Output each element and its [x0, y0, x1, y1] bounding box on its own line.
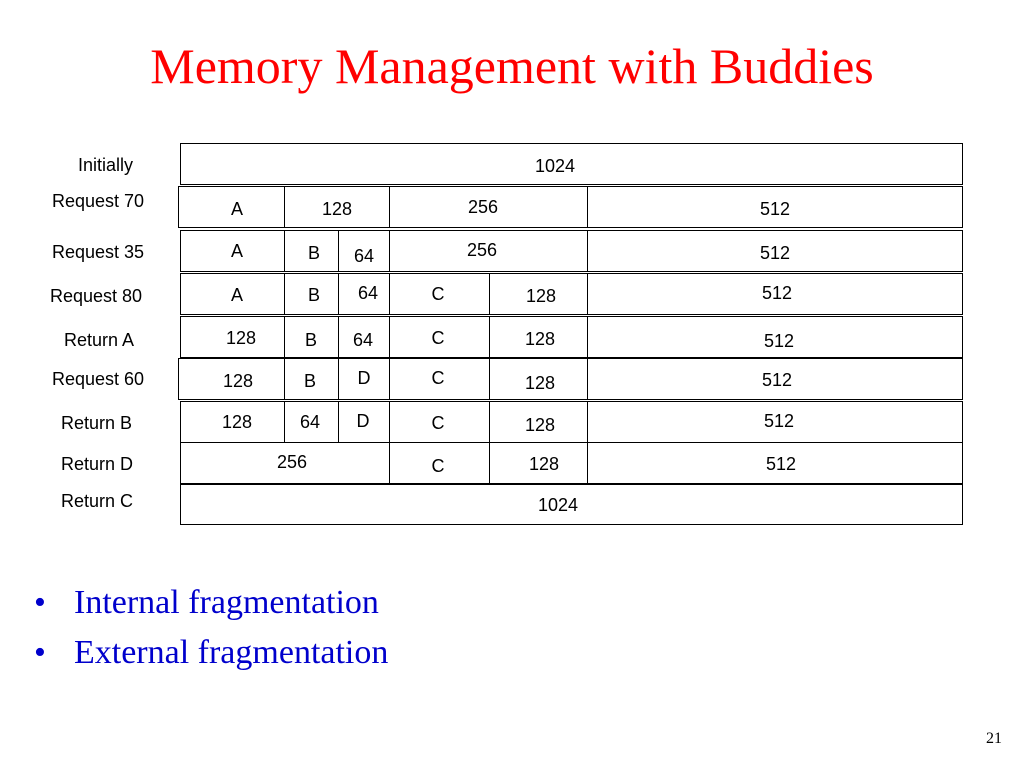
memory-row-return-a	[180, 316, 963, 358]
partition-divider	[587, 186, 588, 228]
memory-row-request-60	[178, 358, 963, 400]
row-label-request-35: Request 35	[52, 242, 145, 262]
memory-row-request-80	[180, 273, 963, 315]
bullet-dot-icon: •	[34, 634, 46, 671]
block-process: A	[230, 199, 244, 219]
partition-divider	[587, 230, 588, 272]
partition-divider	[338, 230, 339, 272]
bullet-dot-icon: •	[34, 584, 46, 621]
row-label-return-b: Return B	[61, 413, 133, 433]
partition-divider	[338, 316, 339, 358]
page-number: 21	[986, 730, 1002, 747]
row-label-request-80: Request 80	[50, 286, 143, 306]
memory-row-request-70	[178, 186, 963, 228]
partition-divider	[284, 401, 285, 443]
partition-divider	[389, 442, 390, 484]
block-process: B	[307, 243, 321, 263]
row-label-return-c: Return C	[61, 491, 134, 511]
block-size: 128	[524, 415, 556, 435]
bullet-list	[34, 578, 388, 678]
block-size: 1024	[537, 495, 579, 515]
row-label-request-70: Request 70	[52, 191, 145, 211]
partition-divider	[587, 358, 588, 400]
block-size: 256	[466, 240, 498, 260]
partition-divider	[389, 186, 390, 228]
partition-divider	[284, 186, 285, 228]
row-label-return-d: Return D	[61, 454, 134, 474]
block-process: B	[304, 330, 318, 350]
block-size: 128	[222, 371, 254, 391]
partition-divider	[489, 273, 490, 315]
block-size: 128	[525, 286, 557, 306]
block-process: C	[431, 328, 445, 348]
block-process: D	[356, 411, 370, 431]
partition-divider	[489, 358, 490, 400]
partition-divider	[489, 442, 490, 484]
block-size: 128	[225, 328, 257, 348]
block-size: 512	[761, 283, 793, 303]
partition-divider	[284, 316, 285, 358]
block-process: B	[307, 285, 321, 305]
slide-title: Memory Management with Buddies	[150, 38, 874, 94]
partition-divider	[338, 273, 339, 315]
block-size: 512	[759, 199, 791, 219]
block-size: 128	[528, 454, 560, 474]
partition-divider	[338, 401, 339, 443]
partition-divider	[389, 401, 390, 443]
bullet-text: Internal fragmentation	[74, 584, 379, 621]
block-process: B	[303, 371, 317, 391]
row-label-initially: Initially	[78, 155, 134, 175]
row-label-return-a: Return A	[64, 330, 135, 350]
partition-divider	[389, 316, 390, 358]
partition-divider	[587, 442, 588, 484]
partition-divider	[587, 316, 588, 358]
partition-divider	[284, 273, 285, 315]
block-process: C	[431, 456, 445, 476]
bullet-item	[34, 628, 388, 678]
bullet-text: External fragmentation	[74, 634, 389, 671]
memory-row-return-b	[180, 401, 963, 443]
partition-divider	[284, 230, 285, 272]
partition-divider	[389, 358, 390, 400]
partition-divider	[389, 273, 390, 315]
block-size: 64	[357, 283, 379, 303]
block-size: 512	[763, 331, 795, 351]
block-size: 128	[221, 412, 253, 432]
block-process: C	[431, 284, 445, 304]
block-size: 128	[524, 329, 556, 349]
partition-divider	[489, 316, 490, 358]
partition-divider	[284, 358, 285, 400]
block-size: 256	[276, 452, 308, 472]
block-size: 512	[765, 454, 797, 474]
bullet-item	[34, 578, 388, 628]
block-size: 64	[352, 330, 374, 350]
block-process: D	[357, 368, 371, 388]
block-size: 128	[524, 373, 556, 393]
block-size: 1024	[534, 156, 576, 176]
partition-divider	[338, 358, 339, 400]
block-process: C	[431, 368, 445, 388]
block-size: 64	[299, 412, 321, 432]
block-process: A	[230, 285, 244, 305]
block-size: 512	[761, 370, 793, 390]
partition-divider	[587, 273, 588, 315]
block-size: 256	[467, 197, 499, 217]
partition-divider	[489, 401, 490, 443]
block-size: 512	[763, 411, 795, 431]
row-label-request-60: Request 60	[52, 369, 145, 389]
partition-divider	[389, 230, 390, 272]
partition-divider	[587, 401, 588, 443]
block-process: C	[431, 413, 445, 433]
block-size: 128	[321, 199, 353, 219]
block-size: 64	[353, 246, 375, 266]
block-size: 512	[759, 243, 791, 263]
block-process: A	[230, 241, 244, 261]
memory-row-request-35	[180, 230, 963, 272]
